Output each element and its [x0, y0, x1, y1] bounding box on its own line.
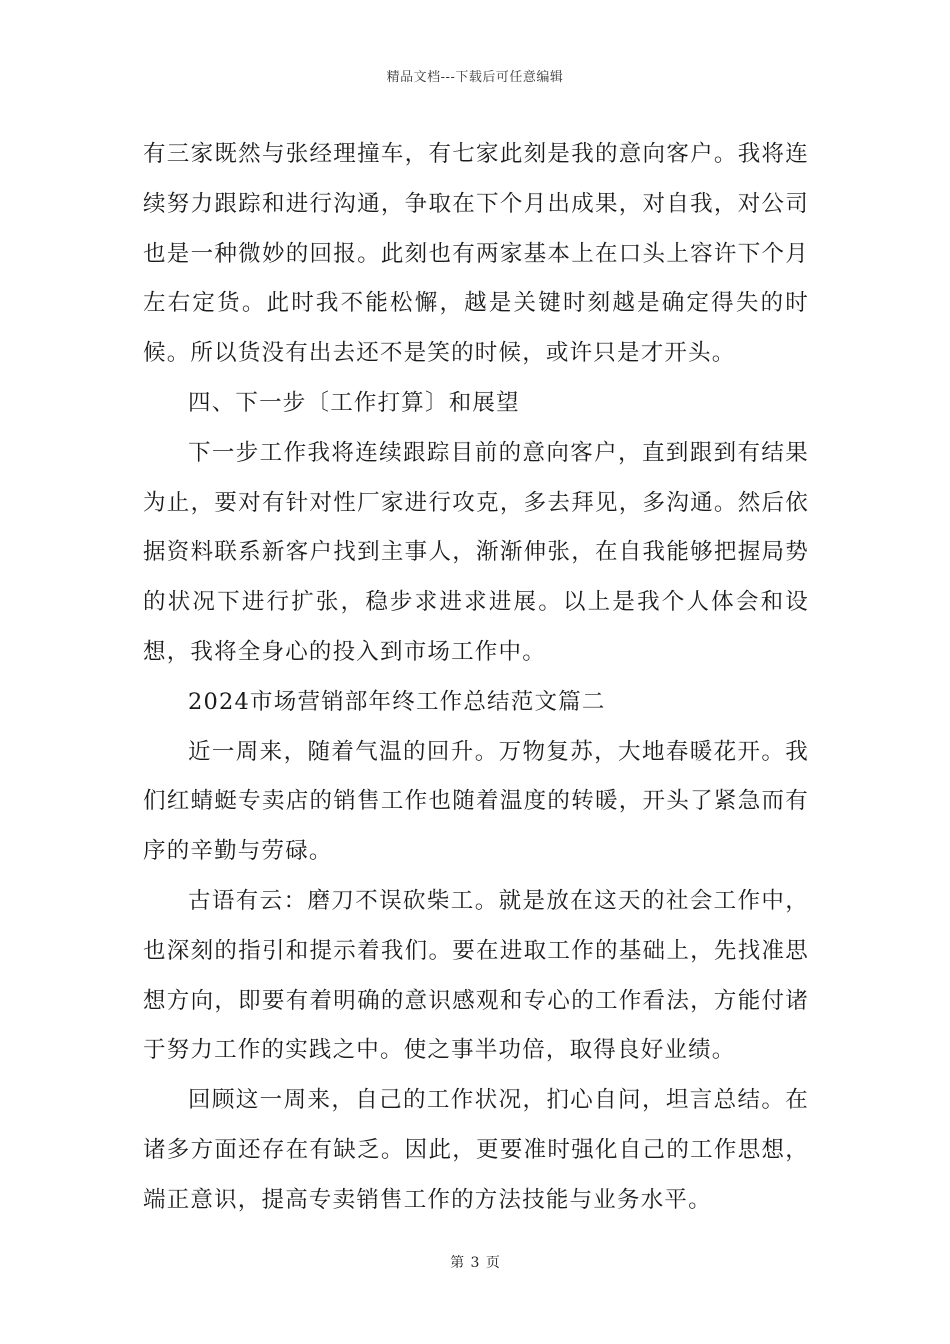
article-title-part-two: 2024市场营销部年终工作总结范文篇二: [188, 688, 606, 715]
paragraph-next-steps: 下一步工作我将连续跟踪目前的意向客户，直到跟到有结果为止，要对有针对性厂家进行攻克，多去拜见，多沟通。然后依据资料联系新客户找到主事人，渐渐伸张，在自我能够把握局势的状况下进行扩张，稳步求进求进展。以上是我个人体会和设想，我将全身心的投入到市场工作中。: [143, 439, 809, 665]
paragraph-review: 回顾这一周来，自己的工作状况，扪心自问，坦言总结。在诸多方面还存在有缺乏。因此，更要准时强化自己的工作思想，端正意识，提高专卖销售工作的方法技能与业务水平。: [143, 1087, 809, 1213]
paragraph-proverb: 古语有云：磨刀不误砍柴工。就是放在这天的社会工作中，也深刻的指引和提示着我们。要在进取工作的基础上，先找准思想方向，即要有着明确的意识感观和专心的工作看法，方能付诸于努力工作的实践之中。使之事半功倍，取得良好业绩。: [143, 887, 809, 1064]
document-body: [143, 130, 809, 1226]
paragraph-intro: 近一周来，随着气温的回升。万物复苏，大地春暖花开。我们红蜻蜓专卖店的销售工作也随着温度的转暖，开头了紧急而有序的辛勤与劳碌。: [143, 738, 809, 865]
section-heading-next-steps: 四、下一步〔工作打算〕和展望: [188, 389, 520, 416]
page-number: 第 3 页: [450, 1255, 500, 1271]
page-header: 精品文档---下载后可任意编辑: [386, 70, 564, 85]
paragraph-continuation: 有三家既然与张经理撞车，有七家此刻是我的意向客户。我将连续努力跟踪和进行沟通，争取在下个月出成果，对自我，对公司也是一种微妙的回报。此刻也有两家基本上在口头上容许下个月左右定货。此时我不能松懈，越是关键时刻越是确定得失的时候。所以货没有出去还不是笑的时候，或许只是才开头。: [143, 141, 809, 367]
